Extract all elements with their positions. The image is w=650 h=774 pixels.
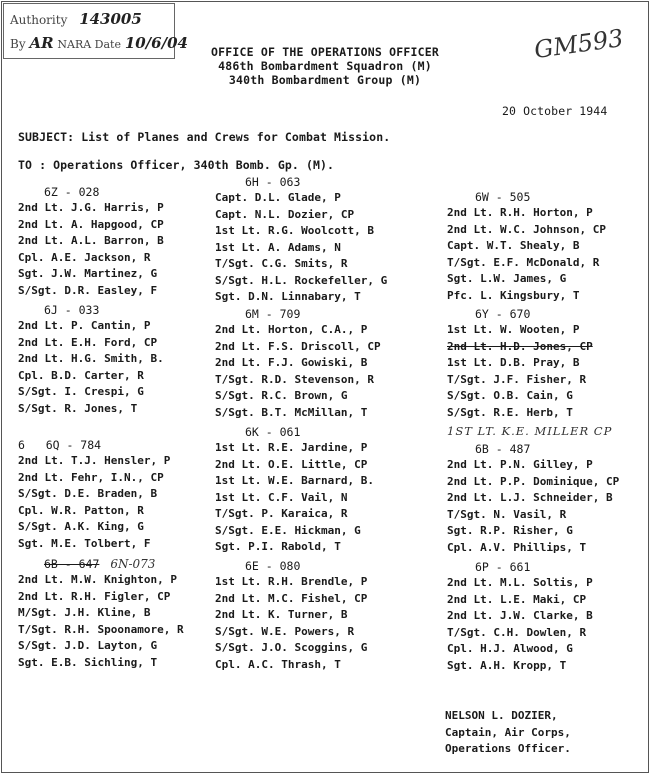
crew-member: 2nd Lt. Fehr, I.N., CP bbox=[18, 470, 164, 484]
date-value: 10/6/04 bbox=[124, 34, 188, 52]
crew-member: 1st Lt. C.F. Vail, N bbox=[215, 490, 348, 504]
crew-member: 2nd Lt. W.C. Johnson, CP bbox=[447, 222, 606, 236]
crew-member: 2nd Lt. R.H. Figler, CP bbox=[18, 589, 171, 603]
crew-member: Cpl. W.R. Patton, R bbox=[18, 503, 144, 517]
crew-member: 2nd Lt. L.J. Schneider, B bbox=[447, 491, 613, 504]
authority-value: 143005 bbox=[79, 10, 142, 28]
by-value: AR bbox=[29, 34, 54, 52]
crew-member: S/Sgt. E.E. Hickman, G bbox=[215, 523, 361, 537]
crew-member: S/Sgt. H.L. Rockefeller, G bbox=[215, 273, 388, 287]
signature-block bbox=[445, 708, 571, 758]
crew-6p-661 bbox=[447, 560, 593, 675]
crew-member: 2nd Lt. F.S. Driscoll, CP bbox=[215, 339, 381, 353]
plane-number: 6J - 033 bbox=[44, 303, 100, 317]
crew-member: Cpl. H.J. Alwood, G bbox=[447, 642, 573, 655]
crew-6z-028 bbox=[18, 185, 164, 300]
crew-6n-073 bbox=[18, 557, 184, 672]
crew-member: T/Sgt. P. Karaica, R bbox=[215, 507, 348, 520]
crew-member: 2nd Lt. E.H. Ford, CP bbox=[18, 335, 158, 349]
crew-6e-080 bbox=[215, 559, 367, 674]
crew-member: T/Sgt. R.D. Stevenson, R bbox=[215, 372, 374, 386]
plane-number: 6Z - 028 bbox=[44, 185, 100, 199]
plane-number: 6Y - 670 bbox=[475, 307, 531, 321]
plane-number: 6W - 505 bbox=[475, 190, 531, 204]
crew-member: S/Sgt. R.C. Brown, G bbox=[215, 389, 348, 402]
crew-member: Cpl. B.D. Carter, R bbox=[18, 368, 144, 382]
crew-member: 1st Lt. R.H. Brendle, P bbox=[215, 575, 368, 588]
crew-member: Sgt. E.B. Sichling, T bbox=[18, 655, 158, 669]
crew-member: 2nd Lt. P. Cantin, P bbox=[18, 319, 151, 332]
by-label: By bbox=[10, 37, 26, 51]
crew-member: 2nd Lt. A. Hapgood, CP bbox=[18, 217, 164, 231]
crew-6b-487 bbox=[447, 442, 619, 557]
crew-member: S/Sgt. D.E. Braden, B bbox=[18, 487, 158, 500]
subject-line: SUBJECT: List of Planes and Crews for Combat Mission. bbox=[18, 130, 391, 144]
crew-member: 1st Lt. A. Adams, N bbox=[215, 240, 341, 254]
crew-member: T/Sgt. N. Vasil, R bbox=[447, 507, 567, 521]
crew-member: Sgt. P.I. Rabold, T bbox=[215, 540, 341, 553]
crew-member: T/Sgt. J.F. Fisher, R bbox=[447, 372, 587, 386]
to-line: TO : Operations Officer, 340th Bomb. Gp. (M). bbox=[18, 158, 335, 172]
crew-member: 2nd Lt. P.N. Gilley, P bbox=[447, 458, 593, 471]
crew-member: 2nd Lt. P.P. Dominique, CP bbox=[447, 474, 620, 488]
crew-member: 2nd Lt. M.W. Knighton, P bbox=[18, 573, 177, 586]
crew-member: S/Sgt. B.T. McMillan, T bbox=[215, 405, 368, 419]
plane-number: 6 6Q - 784 bbox=[18, 438, 102, 452]
plane-number: 6B - 487 bbox=[475, 442, 531, 456]
header-squadron: 486th Bombardment Squadron (M) bbox=[218, 59, 432, 73]
crew-member: S/Sgt. D.R. Easley, F bbox=[18, 283, 158, 297]
plane-number: 6M - 709 bbox=[245, 307, 301, 321]
crew-member: T/Sgt. R.H. Spoonamore, R bbox=[18, 622, 184, 636]
crew-member: 2nd Lt. M.L. Soltis, P bbox=[447, 576, 593, 589]
signature-title: Operations Officer. bbox=[445, 742, 571, 755]
document-date: 20 October 1944 bbox=[502, 104, 608, 118]
crew-member: S/Sgt. J.O. Scoggins, G bbox=[215, 641, 368, 654]
plane-number: 6E - 080 bbox=[245, 559, 301, 573]
crew-member: Sgt. A.H. Kropp, T bbox=[447, 658, 567, 672]
header-office: OFFICE OF THE OPERATIONS OFFICER bbox=[211, 45, 439, 59]
crew-member: 1st Lt. D.B. Pray, B bbox=[447, 356, 580, 369]
crew-6y-670 bbox=[447, 307, 612, 438]
plane-number-row bbox=[18, 557, 184, 573]
crew-member: S/Sgt. O.B. Cain, G bbox=[447, 389, 573, 402]
plane-number: 6H - 063 bbox=[245, 175, 301, 189]
plane-number: 6P - 661 bbox=[475, 560, 531, 574]
crew-member: Sgt. D.N. Linnabary, T bbox=[215, 290, 361, 303]
crew-member: 2nd Lt. M.C. Fishel, CP bbox=[215, 591, 368, 605]
crew-member: 2nd Lt. F.J. Gowiski, B bbox=[215, 356, 368, 369]
signature-rank: Captain, Air Corps, bbox=[445, 725, 571, 739]
crew-member: Sgt. L.W. James, G bbox=[447, 272, 567, 285]
authority-label: Authority bbox=[10, 13, 68, 27]
crew-member: 2nd Lt. J.W. Clarke, B bbox=[447, 609, 593, 622]
crew-member: T/Sgt. C.G. Smits, R bbox=[215, 257, 348, 270]
crew-6h-063 bbox=[215, 175, 387, 307]
crew-member: 2nd Lt. A.L. Barron, B bbox=[18, 234, 164, 247]
plane-number-correction: 6N-073 bbox=[110, 557, 156, 571]
crew-member: Cpl. A.E. Jackson, R bbox=[18, 250, 151, 264]
crew-member: S/Sgt. J.D. Layton, G bbox=[18, 639, 158, 652]
crew-member: Pfc. L. Kingsbury, T bbox=[447, 288, 580, 302]
crew-member: 2nd Lt. Horton, C.A., P bbox=[215, 323, 368, 336]
header-group: 340th Bombardment Group (M) bbox=[228, 73, 422, 87]
crew-6q-784 bbox=[18, 438, 170, 553]
crew-member: S/Sgt. I. Crespi, G bbox=[18, 385, 144, 398]
signature-name: NELSON L. DOZIER, bbox=[445, 709, 558, 722]
crew-member: Cpl. A.V. Phillips, T bbox=[447, 540, 587, 554]
crew-member: 1st Lt. W.E. Barnard, B. bbox=[215, 474, 374, 487]
crew-6k-061 bbox=[215, 425, 374, 557]
crew-member: 2nd Lt. H.G. Smith, B. bbox=[18, 352, 164, 365]
crew-member: Sgt. M.E. Tolbert, F bbox=[18, 536, 151, 550]
handwritten-reference: GM593 bbox=[532, 23, 626, 65]
crew-member: 1st Lt. R.E. Jardine, P bbox=[215, 441, 368, 454]
crew-member: Sgt. J.W. Martinez, G bbox=[18, 267, 158, 280]
crew-6m-709 bbox=[215, 307, 381, 422]
crew-member: T/Sgt. C.H. Dowlen, R bbox=[447, 625, 587, 639]
crew-member: M/Sgt. J.H. Kline, B bbox=[18, 606, 151, 619]
crew-member: S/Sgt. R. Jones, T bbox=[18, 401, 138, 415]
crew-member: S/Sgt. W.E. Powers, R bbox=[215, 624, 355, 638]
crew-member: T/Sgt. E.F. McDonald, R bbox=[447, 255, 600, 269]
crew-member: 2nd Lt. T.J. Hensler, P bbox=[18, 454, 171, 467]
nara-date-label: NARA Date bbox=[57, 38, 121, 51]
plane-number: 6K - 061 bbox=[245, 425, 301, 439]
crew-member: 2nd Lt. O.E. Little, CP bbox=[215, 457, 368, 471]
crew-6j-033 bbox=[18, 303, 164, 418]
crew-member: Sgt. R.P. Risher, G bbox=[447, 524, 573, 537]
crew-member: 1st Lt. R.G. Woolcott, B bbox=[215, 224, 374, 237]
crew-member-struck: 2nd Lt. H.D. Jones, CP bbox=[447, 339, 593, 353]
crew-member: S/Sgt. A.K. King, G bbox=[18, 520, 144, 533]
crew-member: Capt. D.L. Glade, P bbox=[215, 191, 341, 204]
crew-member: 2nd Lt. K. Turner, B bbox=[215, 608, 348, 621]
plane-number-struck: 6B - 647 bbox=[44, 557, 100, 571]
crew-member: 2nd Lt. R.H. Horton, P bbox=[447, 206, 593, 219]
handwritten-replacement: 1ST LT. K.E. MILLER CP bbox=[447, 424, 613, 438]
crew-member: Capt. N.L. Dozier, CP bbox=[215, 207, 355, 221]
crew-member: 1st Lt. W. Wooten, P bbox=[447, 323, 580, 336]
crew-member: 2nd Lt. L.E. Maki, CP bbox=[447, 592, 587, 606]
crew-member: S/Sgt. R.E. Herb, T bbox=[447, 405, 573, 419]
crew-6w-505 bbox=[447, 190, 606, 305]
crew-member: Capt. W.T. Shealy, B bbox=[447, 239, 580, 252]
crew-member: Cpl. A.C. Thrash, T bbox=[215, 657, 341, 671]
crew-member: 2nd Lt. J.G. Harris, P bbox=[18, 201, 164, 214]
